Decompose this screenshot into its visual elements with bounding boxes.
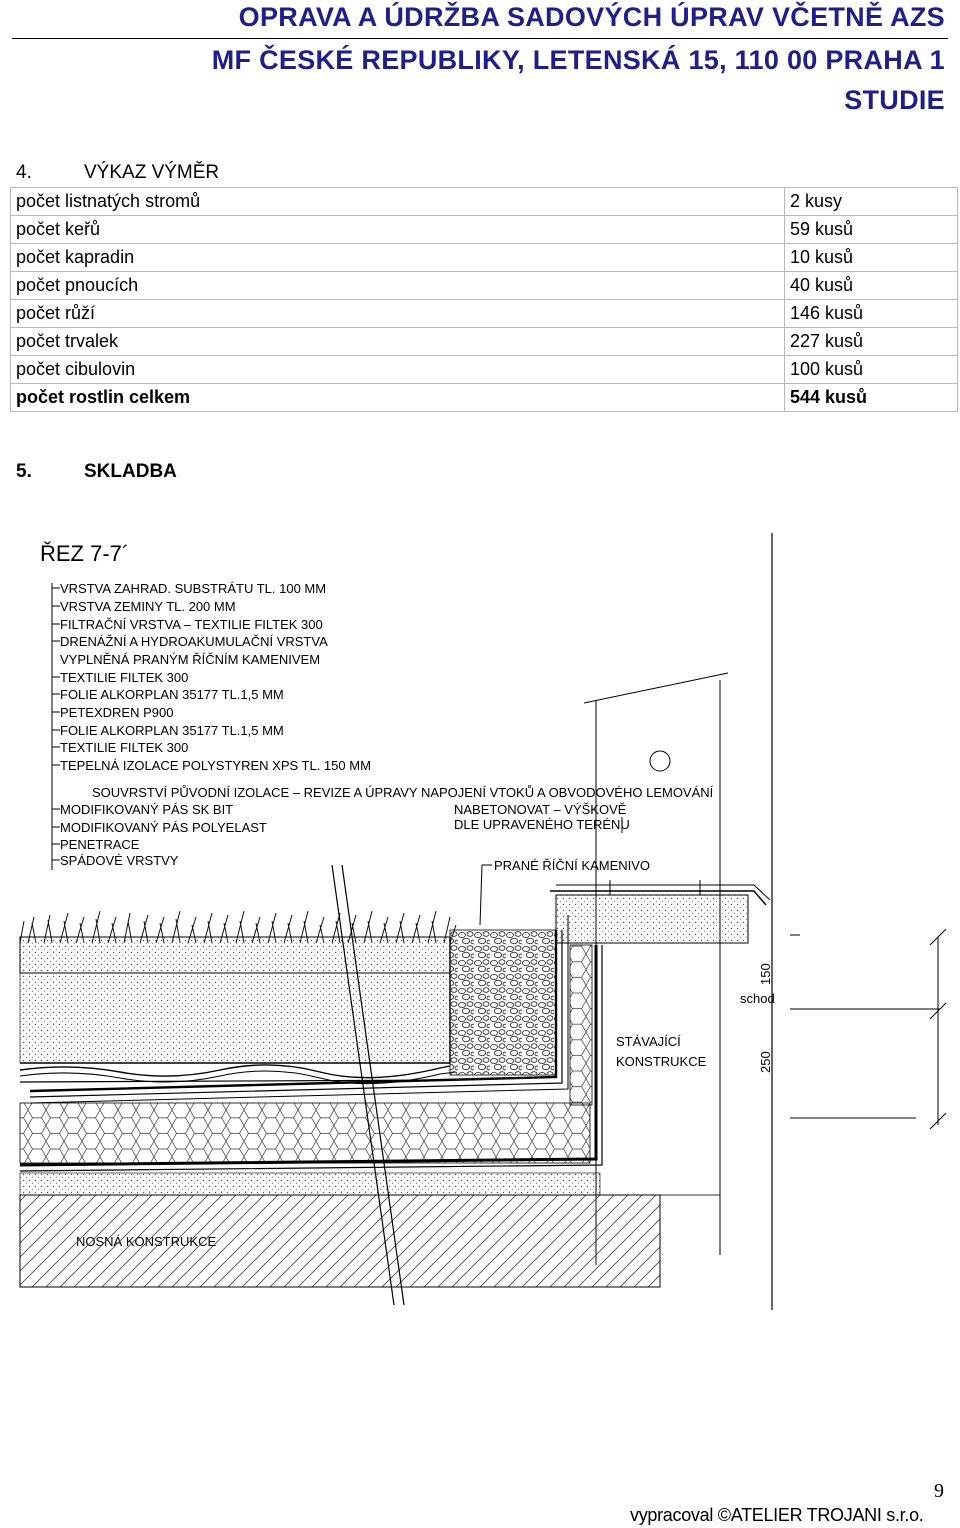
layer-label: FOLIE ALKORPLAN 35177 TL.1,5 MM	[60, 687, 284, 702]
dimension-scale	[790, 925, 950, 1135]
revize-note: SOUVRSTVÍ PŮVODNÍ IZOLACE – REVIZE A ÚPRAVY NAPOJENÍ VTOKŮ A OBVODOVÉHO LEMOVÁNÍ	[92, 785, 714, 800]
layer-label: MODIFIKOVANÝ PÁS POLYELAST	[60, 820, 267, 835]
layer-label: FILTRAČNÍ VRSTVA – TEXTILIE FILTEK 300	[60, 617, 323, 632]
layer-label: SPÁDOVÉ VRSTVY	[60, 853, 179, 868]
layer-label: DRENÁŽNÍ A HYDROAKUMULAČNÍ VRSTVA	[60, 634, 328, 649]
item-cell: počet pnoucích	[11, 272, 785, 300]
header-rule	[12, 38, 948, 39]
qty-cell: 40 kusů	[785, 272, 958, 300]
qty-cell: 146 kusů	[785, 300, 958, 328]
dim-schod: schod	[740, 991, 775, 1006]
total-qty-cell: 544 kusů	[785, 384, 958, 412]
header-title-line3: STUDIE	[844, 85, 945, 115]
qty-cell: 100 kusů	[785, 356, 958, 384]
section4-heading	[16, 162, 219, 184]
stavajici-note: KONSTRUKCE	[616, 1054, 707, 1069]
layer-label: VRSTVA ZAHRAD. SUBSTRÁTU TL. 100 MM	[60, 581, 327, 596]
item-cell: počet trvalek	[11, 328, 785, 356]
drawing-title: ŘEZ 7-7´	[40, 541, 130, 566]
header-title-line2: MF ČESKÉ REPUBLIKY, LETENSKÁ 15, 110 00 PRAHA 1	[211, 45, 945, 75]
dim-150: 150	[758, 963, 773, 985]
section5-heading	[16, 461, 177, 483]
layer-label: VRSTVA ZEMINY TL. 200 MM	[60, 599, 236, 614]
layer-label: TEXTILIE FILTEK 300	[60, 740, 189, 755]
qty-cell: 59 kusů	[785, 216, 958, 244]
section-drawing	[10, 525, 800, 1315]
dimension-annotations	[740, 963, 775, 1073]
nabetonovat-note: DLE UPRAVENÉHO TERÉNU	[454, 817, 630, 832]
table-row	[11, 188, 958, 216]
table-row	[11, 244, 958, 272]
section5-number: 5.	[16, 461, 32, 482]
quantities-table	[10, 187, 958, 412]
nabetonovat-note: NABETONOVAT – VÝŠKOVĚ	[454, 802, 627, 817]
layer-label: FOLIE ALKORPLAN 35177 TL.1,5 MM	[60, 723, 284, 738]
qty-cell: 10 kusů	[785, 244, 958, 272]
table-row	[11, 216, 958, 244]
total-row	[11, 384, 958, 412]
layer-label: TEXTILIE FILTEK 300	[60, 670, 189, 685]
table-row	[11, 356, 958, 384]
qty-cell: 2 kusy	[785, 188, 958, 216]
layer-label: VYPLNĚNÁ PRANÝM ŘÍČNÍM KAMENIVEM	[60, 652, 321, 667]
section4-title: VÝKAZ VÝMĚR	[84, 162, 220, 183]
dim-250: 250	[758, 1051, 773, 1073]
stavajici-note: STÁVAJÍCÍ	[616, 1034, 681, 1049]
section5-title: SKLADBA	[84, 461, 177, 482]
total-item-cell: počet rostlin celkem	[11, 384, 785, 412]
page-number: 9	[934, 1480, 944, 1502]
item-cell: počet listnatých stromů	[11, 188, 785, 216]
layer-label: MODIFIKOVANÝ PÁS SK BIT	[60, 802, 234, 817]
layer-label: PETEXDREN P900	[60, 705, 174, 720]
section4-number: 4.	[16, 162, 32, 183]
layer-label: PENETRACE	[60, 837, 140, 852]
item-cell: počet růží	[11, 300, 785, 328]
item-cell: počet keřů	[11, 216, 785, 244]
table-row	[11, 300, 958, 328]
layer-label: TEPELNÁ IZOLACE POLYSTYREN XPS TL. 150 MM	[60, 758, 371, 773]
header-title-line1: OPRAVA A ÚDRŽBA SADOVÝCH ÚPRAV VČETNĚ AZS	[238, 2, 945, 32]
kamenivo-note: PRANÉ ŘÍČNÍ KAMENIVO	[494, 858, 651, 873]
item-cell: počet cibulovin	[11, 356, 785, 384]
item-cell: počet kapradin	[11, 244, 785, 272]
table-row	[11, 272, 958, 300]
table-row	[11, 328, 958, 356]
qty-cell: 227 kusů	[785, 328, 958, 356]
footer-credit: vypracoval ©ATELIER TROJANI s.r.o.	[630, 1505, 924, 1525]
